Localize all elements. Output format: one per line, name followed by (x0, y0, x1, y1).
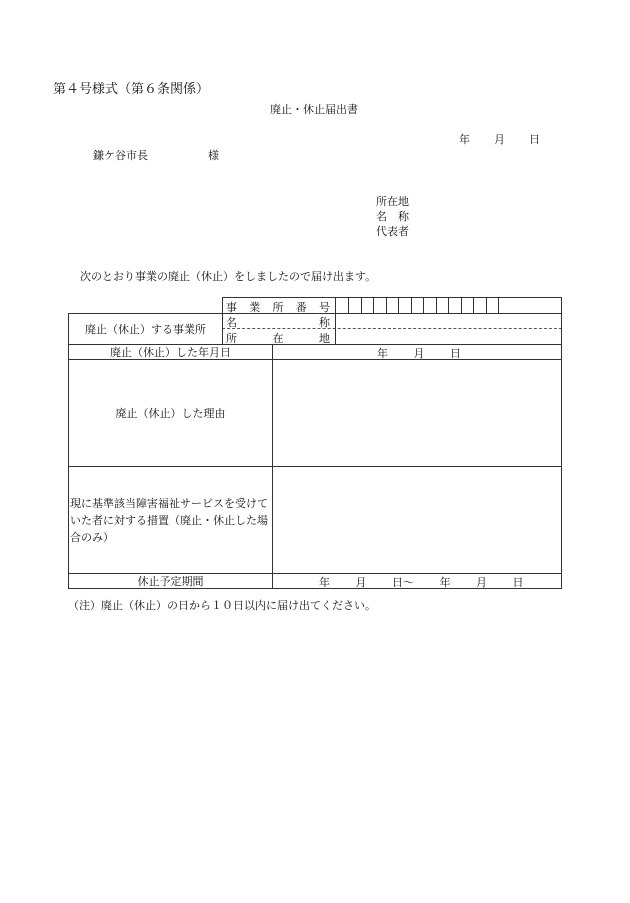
date-row-label: 廃止（休止）した年月日 (110, 346, 231, 359)
intro-text: 次のとおり事業の廃止（休止）をしましたので届け出ます。 (80, 270, 377, 283)
applicant-name-label: 名 称 (376, 210, 409, 223)
period-label: 休止予定期間 (137, 575, 204, 588)
applicant-representative-label: 代表者 (376, 225, 409, 238)
period-value: 年 月 日～ 年 月 日 (319, 576, 524, 589)
addressee-honorific: 様 (208, 149, 219, 162)
office-number-label: 事 業 所 番 号 (226, 301, 330, 314)
date-month-label: 月 (494, 133, 505, 146)
date-day-label: 日 (529, 133, 540, 146)
reason-label: 廃止（休止）した理由 (115, 407, 226, 420)
applicant-location-label: 所在地 (376, 195, 409, 208)
date-year-label: 年 (459, 133, 470, 146)
footnote: （注）廃止（休止）の日から１０日以内に届け出てください。 (68, 599, 376, 612)
form-number: 第４号様式（第６条関係） (53, 82, 210, 97)
office-name-label: 名 称 (226, 316, 330, 329)
office-section-label: 廃止（休止）する事業所 (85, 323, 206, 336)
measures-label: 現に基準該当障害福祉サービスを受けていた者に対する措置（廃止・休止した場合のみ） (70, 496, 268, 544)
addressee-mayor: 鎌ケ谷市長 (93, 149, 148, 162)
document-title: 廃止・休止届出書 (270, 103, 358, 116)
office-address-label: 所 在 地 (226, 332, 330, 345)
date-row-value: 年 月 日 (377, 347, 461, 360)
